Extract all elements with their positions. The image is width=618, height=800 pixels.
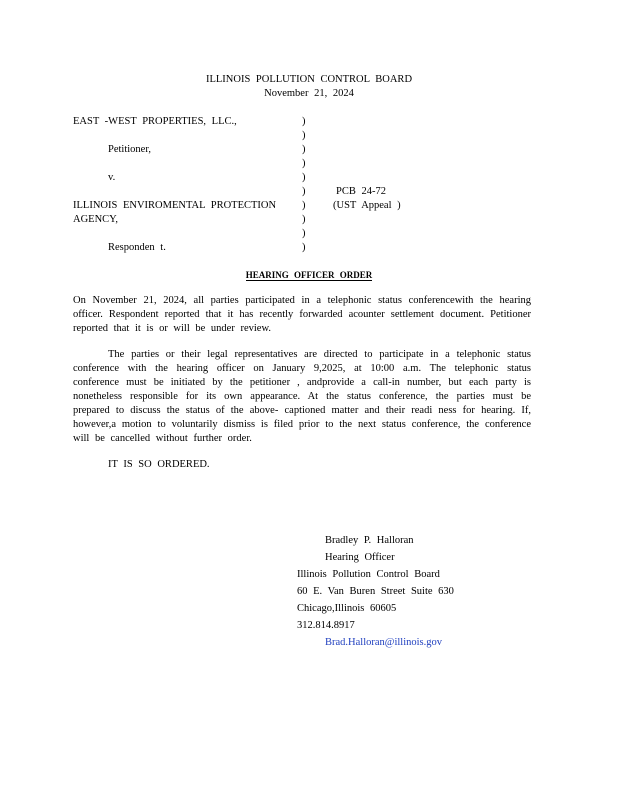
order-date: November 21, 2024 bbox=[264, 88, 354, 99]
signer-title: Hearing Officer bbox=[325, 552, 395, 563]
signer-city: Chicago,Illinois 60605 bbox=[297, 603, 397, 614]
paren: ) bbox=[302, 214, 306, 225]
signer-phone: 312.814.8917 bbox=[297, 620, 355, 631]
respondent-name-line1: ILLINOIS ENVIROMENTAL PROTECTION bbox=[73, 200, 277, 211]
paren: ) bbox=[302, 144, 306, 155]
signer-name: Bradley P. Halloran bbox=[325, 535, 414, 546]
order-heading bbox=[0, 268, 618, 282]
versus: v. bbox=[108, 172, 116, 183]
caption-parentheses bbox=[302, 115, 306, 255]
paren: ) bbox=[302, 200, 306, 211]
paragraph-1: On November 21, 2024, all parties participated in a telephonic status conferencewith the hearing officer. Respondent reported that it has recently forwarded acounter settlement document. Petitioner reported that it is or will be under review. bbox=[73, 295, 531, 334]
order-heading-text: HEARING OFFICER ORDER bbox=[245, 270, 373, 280]
signer-email-link[interactable]: Brad.Halloran@illinois.gov bbox=[325, 637, 442, 648]
respondent-role: Responden t. bbox=[108, 242, 166, 253]
paren: ) bbox=[302, 130, 306, 141]
petitioner-role: Petitioner, bbox=[108, 144, 152, 155]
paren: ) bbox=[302, 158, 306, 169]
petitioner-name: EAST -WEST PROPERTIES, LLC., bbox=[73, 116, 237, 127]
paren: ) bbox=[302, 242, 306, 253]
so-ordered: IT IS SO ORDERED. bbox=[108, 459, 210, 470]
signer-org: Illinois Pollution Control Board bbox=[297, 569, 440, 580]
paren: ) bbox=[302, 172, 306, 183]
respondent-name-line2: AGENCY, bbox=[73, 214, 119, 225]
paren: ) bbox=[302, 116, 306, 127]
board-name: ILLINOIS POLLUTION CONTROL BOARD bbox=[205, 74, 413, 85]
signer-address: 60 E. Van Buren Street Suite 630 bbox=[297, 586, 454, 597]
case-type: (UST Appeal ) bbox=[333, 200, 401, 211]
case-number: PCB 24-72 bbox=[336, 186, 386, 197]
paragraph-2: The parties or their legal representatives are directed to participate in a telephonic status conference with the hearing officer on January 9,2025, at 10:00 a.m. The telephonic status conference must be initiated by the petitioner , andprovide a call-in number, but each party is nonetheless responsible for its own appearance. At the status conference, the parties must be prepared to discuss the status of the above- captioned matter and their readi ness for hearing. If, however,a motion to voluntarily dismiss is filed prior to the next status conference, the conference will be cancelled without further order. bbox=[73, 349, 531, 444]
paren: ) bbox=[302, 228, 306, 239]
signature-block bbox=[297, 534, 454, 653]
paren: ) bbox=[302, 186, 306, 197]
